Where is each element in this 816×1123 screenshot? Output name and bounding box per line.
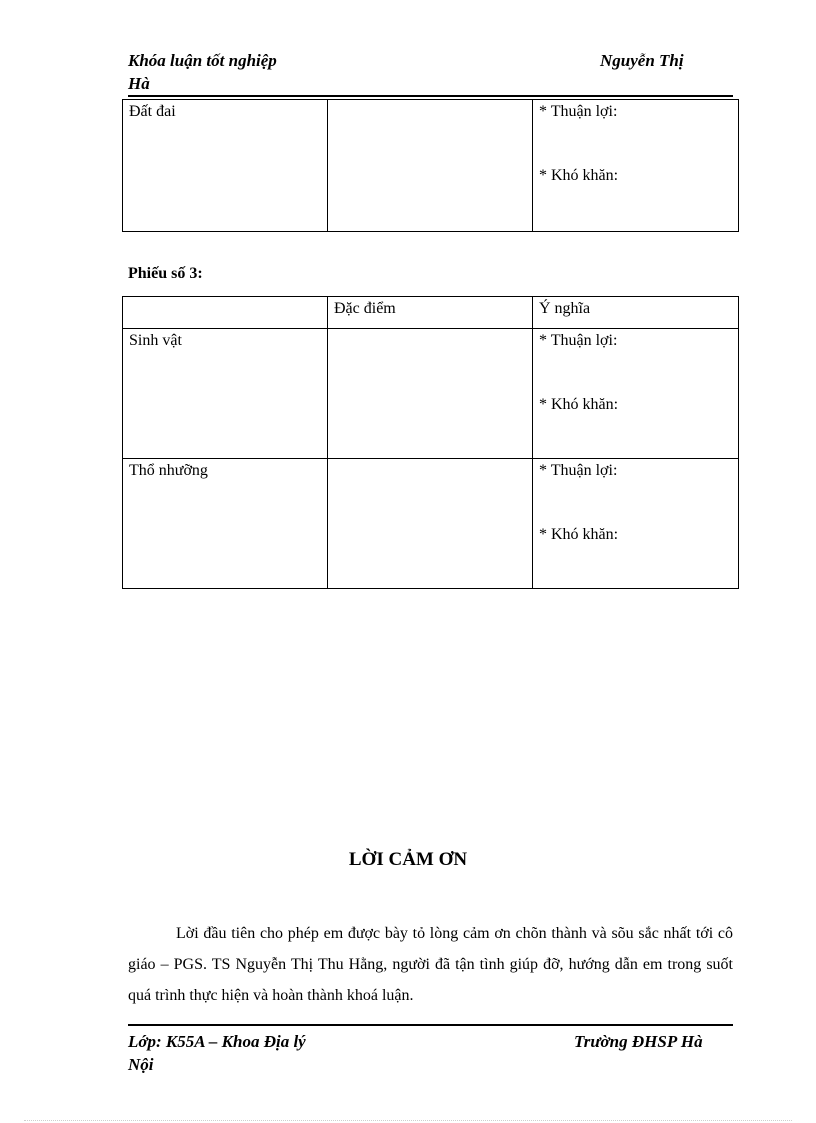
row-label: Đất đai	[123, 100, 328, 232]
header-left-line2: Hà	[128, 74, 150, 93]
form-label: Phiếu số 3:	[128, 265, 203, 282]
feature-cell	[328, 329, 533, 459]
difficulty-label: * Khó khăn:	[539, 526, 619, 543]
row-label: Thổ nhưỡng	[123, 459, 328, 589]
feature-cell	[328, 100, 533, 232]
acknowledgement-paragraph: Lời đầu tiên cho phép em được bày tỏ lòng cảm ơn chõn thành và sõu sắc nhất tới cô giáo – PGS. TS Nguyễn Thị Thu Hằng, người đã tận tình giúp đỡ, hướng dẫn em trong suốt quá trình thực hiện và hoàn thành khoá luận.	[128, 925, 733, 1004]
significance-cell	[533, 100, 739, 232]
column-header-feature: Đặc điểm	[328, 297, 533, 329]
difficulty-label: * Khó khăn:	[539, 167, 619, 184]
difficulty-label: * Khó khăn:	[539, 396, 619, 413]
header-rule	[128, 95, 733, 97]
footer-rule	[128, 1024, 733, 1026]
section-title: LỜI CẢM ƠN	[348, 849, 468, 870]
table-header-row	[123, 297, 739, 329]
table-row	[123, 459, 739, 589]
table-row	[123, 329, 739, 459]
footer-right: Trường ĐHSP Hà	[574, 1032, 703, 1051]
page-bottom-border	[24, 1120, 792, 1121]
significance-cell	[533, 329, 739, 459]
row-label: Sinh vật	[123, 329, 328, 459]
header-right: Nguyễn Thị	[600, 51, 684, 70]
significance-cell	[533, 459, 739, 589]
column-header-significance: Ý nghĩa	[533, 297, 739, 329]
table-form-3	[122, 296, 739, 589]
footer-left-line1: Lớp: K55A – Khoa Địa lý	[128, 1032, 306, 1051]
table-row	[123, 100, 739, 232]
header-left-line1: Khóa luận tốt nghiệp	[128, 51, 277, 70]
footer-left-line2: Nội	[128, 1055, 154, 1074]
advantage-label: * Thuận lợi:	[539, 332, 618, 349]
table-land	[122, 99, 739, 232]
advantage-label: * Thuận lợi:	[539, 103, 618, 120]
column-header-empty	[123, 297, 328, 329]
feature-cell	[328, 459, 533, 589]
advantage-label: * Thuận lợi:	[539, 462, 618, 479]
